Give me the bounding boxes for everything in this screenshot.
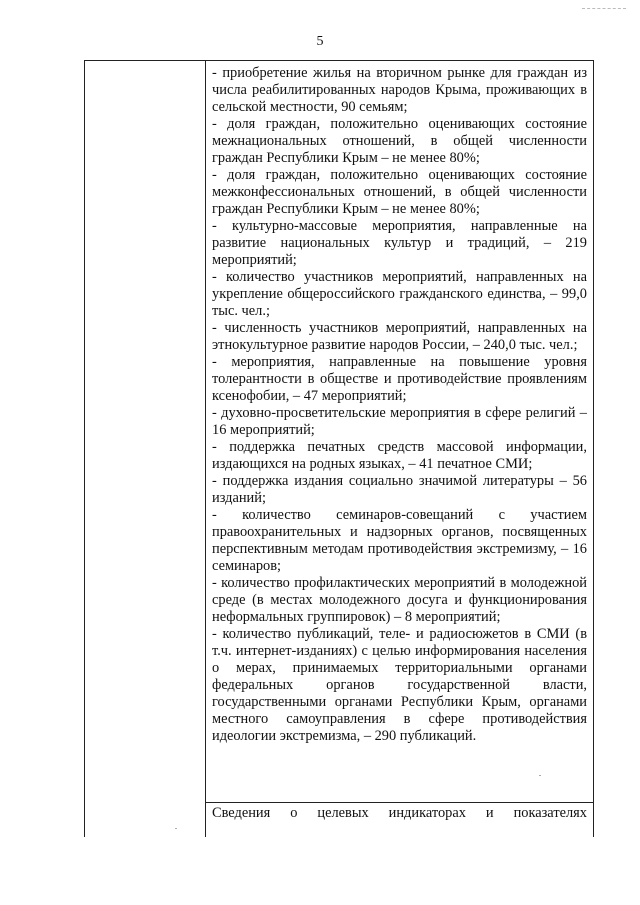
list-item: - количество участников мероприятий, направленных на укрепление общероссийского гражданского единства, – 99,0 тыс. чел.;	[212, 269, 587, 319]
list-item: - количество публикаций, теле- и радиосюжетов в СМИ (в т.ч. интернет-изданиях) с целью информирования населения о мерах, принимаемых территориальными органами федеральных органов государственной власти, государственными органами Республики Крым, органами местного самоуправления в сфере противодействия идеологии экстремизма, – 290 публикаций.	[212, 626, 587, 744]
list-item: - количество семинаров-совещаний с участием правоохранительных и надзорных органов, посвященных перспективным методам противодействия экстремизму, – 16 семинаров;	[212, 507, 587, 574]
list-item: - доля граждан, положительно оценивающих состояние межконфессиональных отношений, в общей численности граждан Республики Крым – не менее 80%;	[212, 167, 587, 217]
next-row-text	[212, 805, 587, 822]
document-table	[84, 60, 594, 837]
row-divider	[206, 802, 593, 803]
list-item: - поддержка издания социально значимой литературы – 56 изданий;	[212, 473, 587, 506]
list-item: - мероприятия, направленные на повышение уровня толерантности в обществе и противодействие проявлениям ксенофобии, – 47 мероприятий;	[212, 354, 587, 404]
list-item: - приобретение жилья на вторичном рынке для граждан из числа реабилитированных народов Крыма, проживающих в сельской местности, 90 семьям;	[212, 65, 587, 115]
list-item: - количество профилактических мероприятий в молодежной среде (в местах молодежного досуга и функционирования неформальных группировок) – 8 мероприятий;	[212, 575, 587, 625]
list-item: - доля граждан, положительно оценивающих состояние межнациональных отношений, в общей численности граждан Республики Крым – не менее 80%;	[212, 116, 587, 166]
list-item: - численность участников мероприятий, направленных на этнокультурное развитие народов России, – 240,0 тыс. чел.;	[212, 320, 587, 353]
table-left-column	[85, 61, 206, 837]
table-right-column	[206, 61, 593, 745]
list-item: - духовно-просветительские мероприятия в сфере религий – 16 мероприятий;	[212, 405, 587, 438]
next-row-label: Сведения о целевых индикаторах и показателях	[212, 805, 587, 821]
list-item: - поддержка печатных средств массовой информации, издающихся на родных языках, – 41 печатное СМИ;	[212, 439, 587, 472]
scan-speck	[539, 775, 541, 776]
scan-speck	[175, 828, 177, 829]
list-item: - культурно-массовые мероприятия, направленные на развитие национальных культур и традиций, – 219 мероприятий;	[212, 218, 587, 268]
corner-mark	[582, 0, 626, 9]
page-number: 5	[316, 34, 324, 49]
